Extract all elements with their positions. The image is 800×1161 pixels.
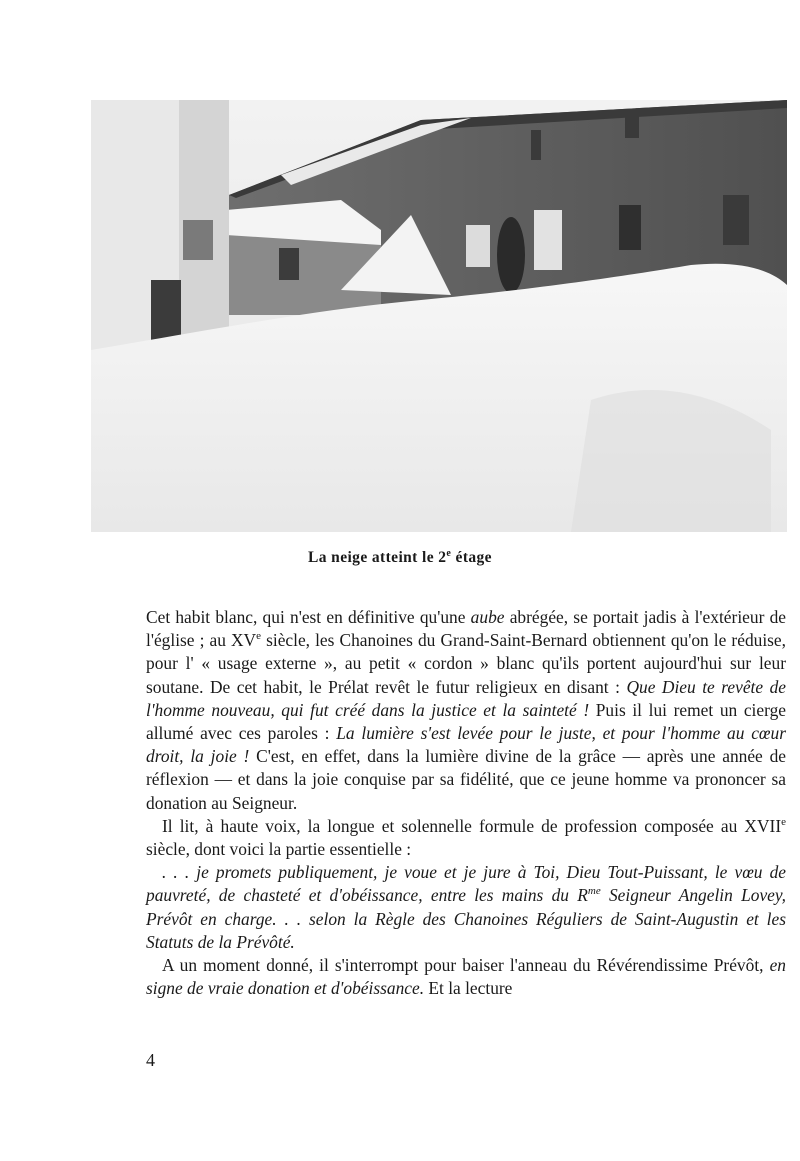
text-run: A un moment donné, il s'interrompt pour baiser l'anneau du Révérendissime Prévôt, bbox=[162, 955, 770, 976]
text-run: Puis il lui remet un cierge allumé avec ces paroles : bbox=[146, 699, 787, 744]
body-text bbox=[146, 606, 786, 1000]
page-number: 4 bbox=[146, 1050, 155, 1070]
text-run: e bbox=[256, 630, 262, 643]
text-run: C'est, en effet, dans la lumière divine de la grâce — après une année de réflexion — et dans la joie conquise par sa fidélité, que ce jeune homme va prononcer sa donation au Seigneur. bbox=[146, 746, 786, 813]
photo-caption bbox=[0, 549, 800, 567]
text-run: Il lit, à haute voix, la longue et solennelle formule de profession composée au XVII bbox=[162, 815, 782, 836]
text-run: me bbox=[587, 885, 601, 898]
caption-main: La neige atteint le 2 bbox=[308, 549, 447, 566]
text-run: abrégée, se portait jadis à l'extérieur de l'église ; au XV bbox=[146, 607, 786, 651]
text-run: . . . je promets publiquement, je voue et je jure à Toi, Dieu Tout-Puissant, le vœu de pauvreté, de chasteté et d'obéissance, entre les mains du R bbox=[146, 862, 786, 906]
paragraph-1 bbox=[146, 606, 786, 815]
text-run: Et la lecture bbox=[424, 978, 513, 999]
text-run: aube bbox=[470, 607, 505, 627]
text-run: Cet habit blanc, qui n'est en définitive qu'une bbox=[146, 607, 471, 627]
snow-building-photo bbox=[91, 100, 787, 532]
paragraph-4 bbox=[146, 954, 786, 1000]
text-run: siècle, dont voici la partie essentielle : bbox=[146, 839, 412, 860]
paragraph-3 bbox=[146, 861, 786, 954]
text-run: La lumière s'est levée pour le juste, et pour l'homme au cœur droit, la joie ! bbox=[146, 723, 786, 767]
text-run: Que Dieu te revête de l'homme nouveau, qui fut créé dans la justice et la sainteté ! bbox=[146, 676, 786, 720]
text-run: en signe de vraie donation et d'obéissance. bbox=[146, 955, 786, 999]
paragraph-2 bbox=[146, 815, 786, 861]
text-run: Seigneur Angelin Lovey, Prévôt en charge. . . selon la Règle des Chanoines Réguliers de Saint-Augustin et les Statuts de la Prévôté. bbox=[146, 885, 786, 952]
text-run: e bbox=[781, 816, 786, 829]
caption-superscript: e bbox=[446, 547, 452, 559]
caption-end: étage bbox=[451, 549, 492, 566]
text-run: siècle, les Chanoines du Grand-Saint-Bernard obtiennent qu'on le réduise, pour l' « usage externe », au petit « cordon » blanc qu'ils portent aujourd'hui sur leur soutane. De cet habit, le Prélat revêt le futur religieux en disant : bbox=[146, 630, 786, 697]
